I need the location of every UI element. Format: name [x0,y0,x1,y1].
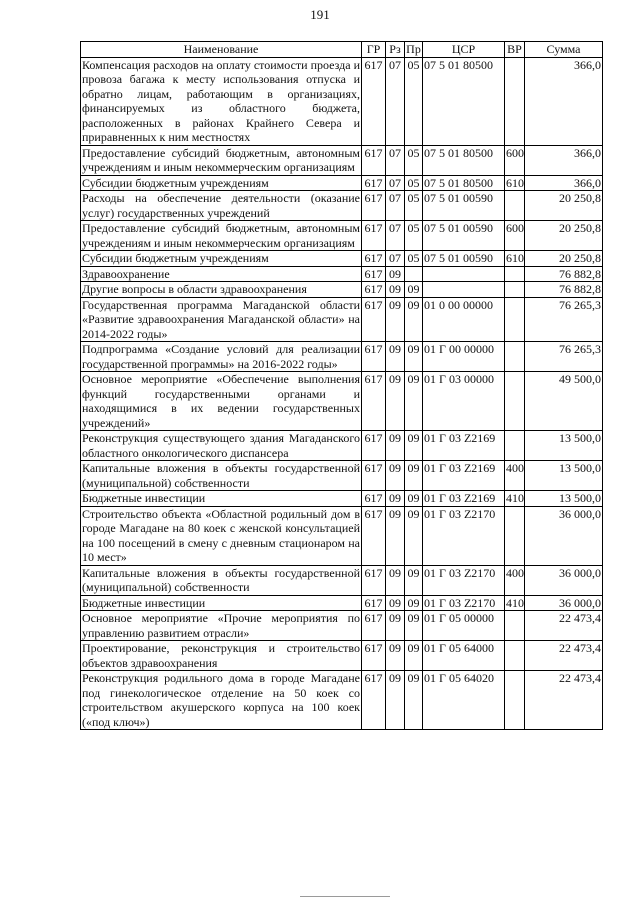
cell-name: Реконструкция родильного дома в городе Магадане под гинекологическое отделение на 50 коек со строительством акушерского корпуса на 100 коек («под ключ») [82,671,360,729]
cell-gr: 617 [362,297,386,342]
cell-vr [505,431,525,461]
cell-gr: 617 [362,57,386,145]
cell-name: Бюджетные инвестиции [81,595,362,611]
cell-pr: 09 [405,372,423,431]
cell-csr: 07 5 01 00590 [423,251,505,267]
table-row [81,297,603,342]
cell-csr: 01 Г 05 64000 [423,641,505,671]
cell-vr [505,506,525,565]
cell-gr: 617 [362,175,386,191]
cell-sum: 49 500,0 [525,372,603,431]
cell-csr: 01 Г 03 00000 [423,372,505,431]
footer-rule [300,896,390,897]
table-row [81,611,603,641]
cell-gr: 617 [362,282,386,298]
budget-table [80,41,603,730]
header-row [81,42,603,58]
cell-vr [505,282,525,298]
cell-csr: 01 Г 05 64020 [423,671,505,730]
cell-vr: 600 [505,145,525,175]
cell-name: Государственная программа Магаданской области «Развитие здравоохранения Магаданской области» на 2014-2022 годы» [82,297,360,341]
cell-csr [423,266,505,282]
cell-sum: 36 000,0 [525,595,603,611]
table-row [81,431,603,461]
cell-pr: 09 [405,282,423,298]
header-pr: Пр [406,42,421,56]
cell-rz: 07 [386,251,405,267]
cell-sum: 20 250,8 [525,191,603,221]
cell-csr: 07 5 01 00590 [423,191,505,221]
cell-rz: 07 [386,221,405,251]
cell-csr: 01 Г 03 Z2170 [423,506,505,565]
cell-gr: 617 [362,431,386,461]
cell-vr [505,266,525,282]
cell-rz: 09 [386,461,405,491]
cell-sum: 13 500,0 [525,491,603,507]
table-row [81,266,603,282]
cell-vr [505,297,525,342]
cell-vr: 600 [505,221,525,251]
cell-csr: 01 0 00 00000 [423,297,505,342]
cell-sum: 13 500,0 [525,461,603,491]
cell-sum: 36 000,0 [525,506,603,565]
cell-name: Предоставление субсидий бюджетным, автономным учреждениям и иным некоммерческим организациям [82,221,360,250]
cell-gr: 617 [362,491,386,507]
cell-sum: 13 500,0 [525,431,603,461]
cell-gr: 617 [362,372,386,431]
cell-pr: 09 [405,595,423,611]
cell-gr: 617 [362,342,386,372]
cell-name: Капитальные вложения в объекты государственной (муниципальной) собственности [82,565,360,594]
cell-rz: 09 [386,372,405,431]
cell-rz: 09 [386,641,405,671]
cell-vr [505,611,525,641]
table-body [81,57,603,730]
cell-gr: 617 [362,266,386,282]
cell-gr: 617 [362,506,386,565]
cell-pr [405,266,423,282]
cell-sum: 76 265,3 [525,342,603,372]
cell-rz: 09 [386,342,405,372]
cell-name: Реконструкция существующего здания Магаданского областного онкологического диспансера [82,431,360,460]
cell-rz: 09 [386,266,405,282]
cell-pr: 09 [405,641,423,671]
cell-pr: 05 [405,251,423,267]
cell-csr: 01 Г 05 00000 [423,611,505,641]
cell-name: Строительство объекта «Областной родильный дом в городе Магадане на 80 коек с женской консультацией на 100 посещений в смену с дневным стационаром на 10 мест» [82,506,360,564]
table-row [81,506,603,565]
cell-gr: 617 [362,565,386,595]
cell-sum: 366,0 [525,57,603,145]
cell-sum: 76 882,8 [525,282,603,298]
cell-name: Здравоохранение [81,266,362,282]
cell-vr: 410 [506,595,524,610]
cell-csr: 01 Г 03 Z2170 [423,595,505,611]
cell-csr: 01 Г 03 Z2169 [423,491,505,507]
cell-name: Субсидии бюджетным учреждениям [81,251,362,267]
table-row [81,57,603,145]
cell-rz: 09 [386,595,405,611]
cell-pr: 09 [405,611,423,641]
cell-pr: 09 [405,506,423,565]
cell-name: Бюджетные инвестиции [81,491,362,507]
cell-csr: 01 Г 03 Z2170 [423,565,505,595]
cell-gr: 617 [362,461,386,491]
cell-gr: 617 [362,145,386,175]
cell-name: Субсидии бюджетным учреждениям [81,175,362,191]
header-vr: ВР [505,42,525,58]
cell-name: Капитальные вложения в объекты государственной (муниципальной) собственности [82,461,360,490]
table-header [81,42,603,58]
cell-vr [505,641,525,671]
cell-pr: 09 [405,461,423,491]
cell-vr [505,671,525,730]
cell-gr: 617 [362,611,386,641]
table-row [81,145,603,175]
cell-rz: 09 [386,611,405,641]
cell-name: Подпрограмма «Создание условий для реализации государственной программы» на 2016-2022 годы» [82,342,360,371]
table-row [81,342,603,372]
table-row [81,565,603,595]
cell-sum: 76 882,8 [525,266,603,282]
cell-pr: 09 [405,431,423,461]
cell-sum: 22 473,4 [525,671,603,730]
cell-sum: 36 000,0 [525,565,603,595]
cell-rz: 07 [386,175,405,191]
table-row [81,221,603,251]
header-rz: Рз [386,42,405,58]
cell-pr: 05 [405,57,423,145]
cell-vr [505,342,525,372]
header-csr: ЦСР [423,42,505,58]
cell-name: Предоставление субсидий бюджетным, автономным учреждениям и иным некоммерческим организациям [82,145,360,174]
cell-rz: 09 [386,491,405,507]
cell-vr [505,191,525,221]
header-gr: ГР [362,42,386,58]
cell-vr: 400 [505,565,525,595]
cell-rz: 09 [386,506,405,565]
cell-name: Основное мероприятие «Прочие мероприятия по управлению развитием отрасли» [82,611,360,640]
cell-vr: 400 [505,461,525,491]
cell-rz: 09 [386,297,405,342]
cell-pr: 09 [405,491,423,507]
table-row [81,191,603,221]
cell-sum: 20 250,8 [525,251,603,267]
cell-vr: 610 [506,175,524,190]
cell-rz: 07 [386,145,405,175]
cell-sum: 366,0 [525,175,603,191]
cell-name: Другие вопросы в области здравоохранения [81,282,362,298]
cell-pr: 05 [405,221,423,251]
cell-csr: 01 Г 03 Z2169 [423,431,505,461]
cell-csr: 07 5 01 00590 [423,221,505,251]
cell-name: Расходы на обеспечение деятельности (оказание услуг) государственных учреждений [82,191,360,220]
cell-csr [423,282,505,298]
header-sum: Сумма [525,42,603,58]
cell-rz: 09 [386,565,405,595]
cell-pr: 09 [405,297,423,342]
cell-rz: 07 [386,57,405,145]
cell-rz: 09 [386,431,405,461]
cell-gr: 617 [362,641,386,671]
cell-gr: 617 [362,221,386,251]
cell-gr: 617 [362,595,386,611]
cell-rz: 07 [386,191,405,221]
cell-name: Компенсация расходов на оплату стоимости проезда и провоза багажа к месту использования отпуска и обратно лицам, работающим в организациях, финансируемых из областного бюджета, расположенных в районах Крайнего Севера и приравненных к ним местностях [82,57,360,144]
cell-name: Проектирование, реконструкция и строительство объектов здравоохранения [82,641,360,670]
cell-csr: 07 5 01 80500 [423,145,505,175]
cell-pr: 05 [405,145,423,175]
cell-pr: 09 [405,671,423,730]
cell-vr: 610 [506,251,524,265]
cell-sum: 20 250,8 [525,221,603,251]
cell-vr [505,372,525,431]
cell-name: Основное мероприятие «Обеспечение выполнения функций государственными органами и находящимися в их ведении государственных учреждений» [82,372,360,430]
cell-pr: 05 [405,191,423,221]
cell-gr: 617 [362,671,386,730]
table-row [81,595,603,611]
cell-pr: 09 [405,565,423,595]
cell-gr: 617 [362,191,386,221]
cell-csr: 01 Г 03 Z2169 [423,461,505,491]
cell-pr: 09 [405,342,423,372]
table-row [81,372,603,431]
cell-csr: 01 Г 00 00000 [423,342,505,372]
cell-sum: 22 473,4 [525,641,603,671]
table-row [81,641,603,671]
table-row [81,282,603,298]
cell-vr [505,57,525,145]
table-row [81,491,603,507]
cell-pr: 05 [405,175,423,191]
cell-csr: 07 5 01 80500 [423,57,505,145]
cell-rz: 09 [386,282,405,298]
cell-gr: 617 [362,251,386,267]
table-row [81,671,603,730]
cell-sum: 22 473,4 [525,611,603,641]
cell-sum: 366,0 [525,145,603,175]
table-row [81,461,603,491]
table-row [81,251,603,267]
cell-rz: 09 [386,671,405,730]
page-number: 191 [310,7,330,22]
table-row [81,175,603,191]
cell-sum: 76 265,3 [525,297,603,342]
cell-vr: 410 [506,491,524,505]
header-name: Наименование [81,42,362,58]
cell-csr: 07 5 01 80500 [423,175,505,191]
